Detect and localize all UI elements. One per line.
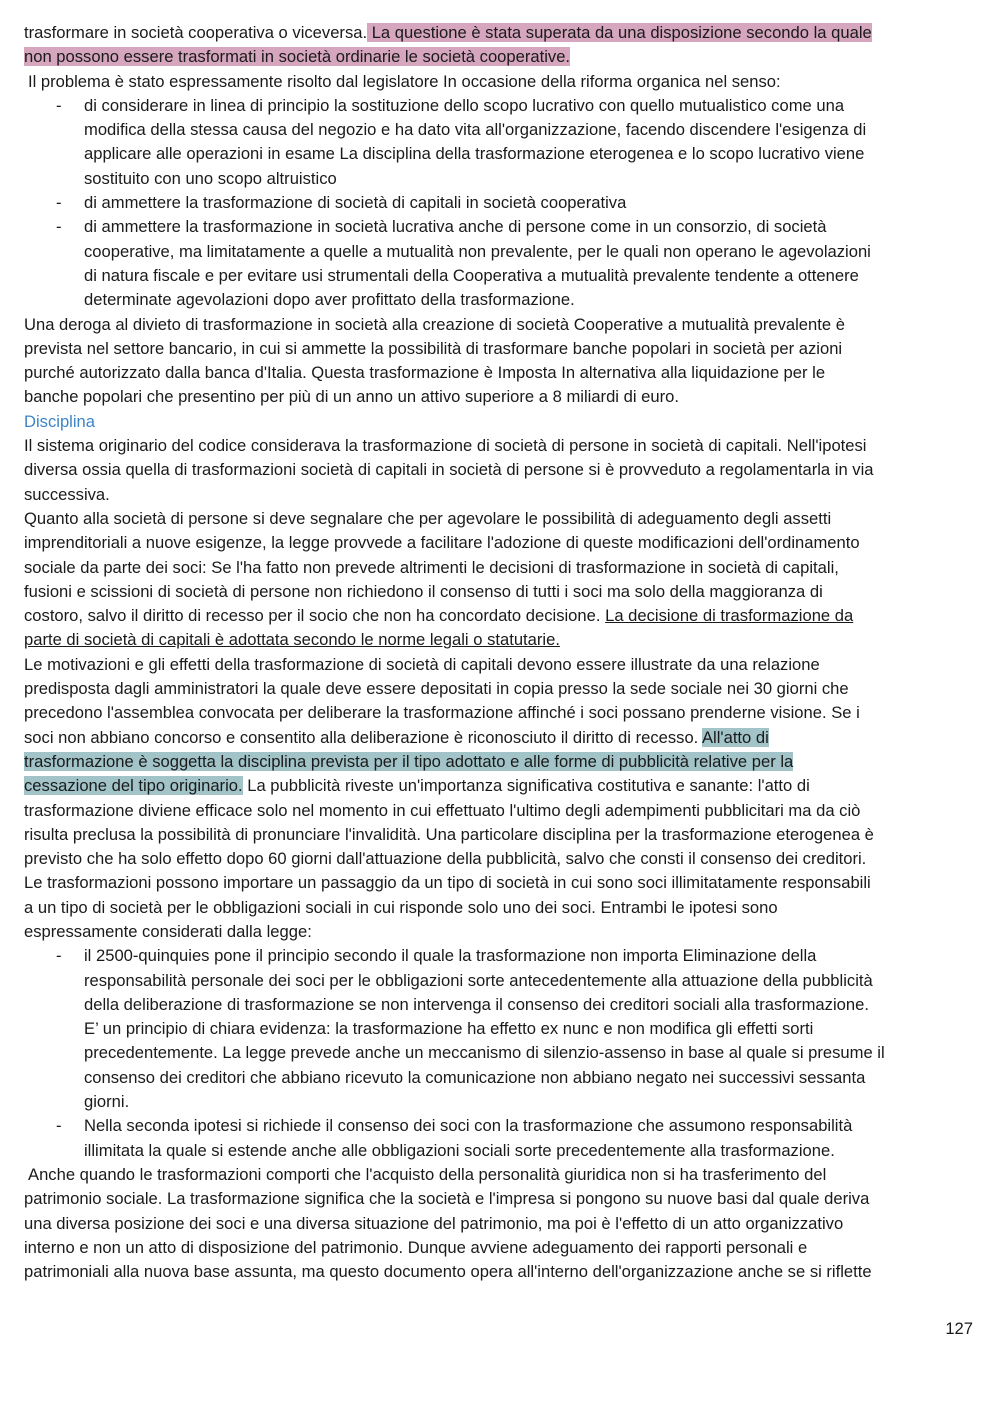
text-line: patrimoniali alla nuova base assunta, ma questo documento opera all'interno dell'organizzazione anche se si riflette — [24, 1262, 872, 1282]
text-line — [24, 45, 976, 69]
highlight-teal: cessazione del tipo originario. — [24, 776, 243, 796]
page-number: 127 — [945, 1319, 973, 1338]
section-heading: Disciplina — [24, 411, 96, 431]
underlined-text: La decisione di trasformazione da — [605, 606, 854, 626]
paragraph-motivazioni — [24, 653, 976, 872]
list-item-text: di ammettere la trasformazione in società lucrativa anche di persone come in un consorzio, di società — [84, 217, 827, 237]
bullet-marker: - — [56, 193, 62, 213]
list-item-text: applicare alle operazioni in esame La disciplina della trasformazione eterogenea e lo scopo lucrativo viene — [84, 144, 865, 164]
text-line — [24, 750, 976, 774]
list-item-text: sostituito con uno scopo altruistico — [84, 168, 337, 188]
bullet-marker: - — [56, 95, 62, 115]
highlight-teal: trasformazione è soggetta la disciplina prevista per il tipo adottato e alle forme di pubblicità relative per la — [24, 751, 794, 771]
underlined-text: parte di società di capitali è adottata secondo le norme legali o statutarie. — [24, 630, 560, 650]
text-line — [24, 774, 976, 798]
text-line — [24, 604, 976, 628]
text-line: Una deroga al divieto di trasformazione in società alla creazione di società Cooperative a mutualità prevalente è — [24, 314, 845, 334]
list-item — [24, 215, 976, 312]
list-item — [24, 94, 976, 191]
text-line: successiva. — [24, 484, 110, 504]
document-page — [24, 21, 976, 1284]
list-item-text: Nella seconda ipotesi si richiede il consenso dei soci con la trasformazione che assumono responsabilità — [84, 1116, 853, 1136]
paragraph-societa-persone — [24, 507, 976, 653]
text-line: una diversa posizione dei soci e una diversa situazione del patrimonio, ma poi è l'effetto di un atto organizzativo — [24, 1213, 844, 1233]
paragraph-sistema — [24, 434, 976, 507]
bullet-list-2 — [24, 944, 976, 1163]
text-line: Le motivazioni e gli effetti della trasformazione di società di capitali devono essere illustrate da una relazione — [24, 654, 820, 674]
text-line: fusioni e scissioni di società di persone non richiedono il consenso di tutti i soci ma solo della maggioranza di — [24, 581, 823, 601]
list-item-text: E’ un principio di chiara evidenza: la trasformazione ha effetto ex nunc e non modifica gli effetti sorti — [84, 1019, 814, 1039]
text-line: Anche quando le trasformazioni comporti che l'acquisto della personalità giuridica non si ha trasferimento del — [28, 1164, 827, 1184]
list-item-text: della deliberazione di trasformazione se non intervenga il consenso dei creditori sociali alla trasformazione. — [84, 994, 869, 1014]
list-item-text: di considerare in linea di principio la sostituzione dello scopo lucrativo con quello mutualistico come una — [84, 95, 845, 115]
list-item — [24, 1114, 976, 1163]
paragraph-passaggio — [24, 871, 976, 944]
text-line: predisposta dagli amministratori la quale deve essere depositati in copia presso la sede sociale nei 30 giorni che — [24, 679, 849, 699]
text-line — [24, 628, 976, 652]
list-item — [24, 191, 976, 215]
list-item-text: il 2500-quinquies pone il principio secondo il quale la trasformazione non importa Eliminazione della — [84, 946, 817, 966]
paragraph-intro — [24, 21, 976, 70]
list-item — [24, 944, 976, 1114]
text-segment: costoro, salvo il diritto di recesso per il socio che non ha concordato decisione. — [24, 606, 606, 626]
text-line: prevista nel settore bancario, in cui si ammette la possibilità di trasformare banche popolari in società per azioni — [24, 338, 843, 358]
list-item-text: consenso dei creditori che abbiano ricevuto la comunicazione non abbiano negato nei successivi sessanta — [84, 1067, 866, 1087]
text-line: Il sistema originario del codice considerava la trasformazione di società di persone in società di capitali. Nell'ipotesi — [24, 436, 867, 456]
text-segment: La pubblicità riveste un'importanza significativa costitutiva e sanante: l'atto di — [242, 776, 810, 796]
text-line: a un tipo di società per le obbligazioni sociali in cui risponde solo uno dei soci. Entrambi le ipotesi sono — [24, 897, 778, 917]
text-line: precedono l'assemblea convocata per deliberare la trasformazione affinché i soci possano prenderne visione. Se i — [24, 703, 860, 723]
text-line — [24, 726, 976, 750]
list-item-text: illimitata la quale si estende anche alle obbligazioni sociali sorte precedentemente alla trasformazione. — [84, 1140, 835, 1160]
text-line: banche popolari che presentino per più di un anno un attivo superiore a 8 miliardi di euro. — [24, 387, 679, 407]
text-line: purché autorizzato dalla banca d'Italia. Questa trasformazione è Imposta In alternativa alla liquidazione per le — [24, 363, 826, 383]
text-segment: trasformare in società cooperativa o viceversa. — [24, 23, 368, 42]
text-segment: soci non abbiano concorso e consentito alla deliberazione è riconosciuto il diritto di recesso. — [24, 727, 702, 747]
list-item-text: precedentemente. La legge prevede anche un meccanismo di silenzio-assenso in base al quale si presume il — [84, 1043, 885, 1063]
bullet-marker: - — [56, 1116, 62, 1136]
list-item-text: di ammettere la trasformazione di società di capitali in società cooperativa — [84, 193, 627, 213]
list-item-text: determinate agevolazioni dopo aver profittato della trasformazione. — [84, 290, 575, 310]
text-line: interno e non un atto di disposizione del patrimonio. Dunque avviene adeguamento dei rapporti personali e — [24, 1237, 808, 1257]
text-line: Le trasformazioni possono importare un passaggio da un tipo di società in cui sono soci illimitatamente responsabili — [24, 873, 871, 893]
list-item-text: modifica della stessa causa del negozio e ha dato vita all'organizzazione, facendo discendere l'esigenza di — [84, 120, 867, 140]
list-item-text: giorni. — [84, 1092, 130, 1112]
text-line: Quanto alla società di persone si deve segnalare che per agevolare le possibilità di adeguamento degli assetti — [24, 508, 832, 528]
highlight-pink: La questione è stata superata da una disposizione secondo la quale — [367, 23, 872, 42]
paragraph-personalita — [24, 1163, 976, 1284]
text-line: patrimonio sociale. La trasformazione significa che la società e l'impresa si pongono su nuove basi dal quale deriva — [24, 1189, 870, 1209]
list-item-text: cooperative, ma limitatamente a quelle a mutualità non prevalente, per le quali non operano le agevolazioni — [84, 241, 871, 261]
text-line: trasformazione diviene efficace solo nel momento in cui effettuato l'ultimo degli adempimenti pubblicitari ma da ciò — [24, 800, 861, 820]
paragraph-problem: Il problema è stato espressamente risolto dal legislatore In occasione della riforma organica nel senso: — [28, 71, 781, 91]
bullet-marker: - — [56, 946, 62, 966]
text-line: espressamente considerati dalla legge: — [24, 921, 312, 941]
text-line — [24, 21, 976, 45]
highlight-pink: non possono essere trasformati in società ordinarie le società cooperative. — [24, 47, 571, 67]
text-line: sociale da parte dei soci: Se l'ha fatto non prevede altrimenti le decisioni di trasformazione in società di capitali, — [24, 557, 839, 577]
bullet-list-1 — [24, 94, 976, 313]
list-item-text: responsabilità personale dei soci per le obbligazioni sorte antecedentemente alla attuazione della pubblicità — [84, 970, 873, 990]
text-line: previsto che ha solo effetto dopo 60 giorni dall'attuazione della pubblicità, salvo che consti il consenso dei creditori. — [24, 849, 867, 869]
text-line: risulta preclusa la possibilità di pronunciare l'invalidità. Una particolare disciplina per la trasformazione eterogenea è — [24, 824, 874, 844]
bullet-marker: - — [56, 217, 62, 237]
text-line: imprenditoriali a nuove esigenze, la legge provvede a facilitare l'adozione di queste modificazioni dell'ordinamento — [24, 533, 860, 553]
paragraph-deroga — [24, 313, 976, 410]
list-item-text: di natura fiscale e per evitare usi strumentali della Cooperativa a mutualità prevalente tendente a ottenere — [84, 265, 859, 285]
highlight-teal: All'atto di — [701, 727, 769, 747]
text-line: diversa ossia quella di trasformazioni società di capitali in società di persone si è provveduto a regolamentarla in via — [24, 460, 874, 480]
